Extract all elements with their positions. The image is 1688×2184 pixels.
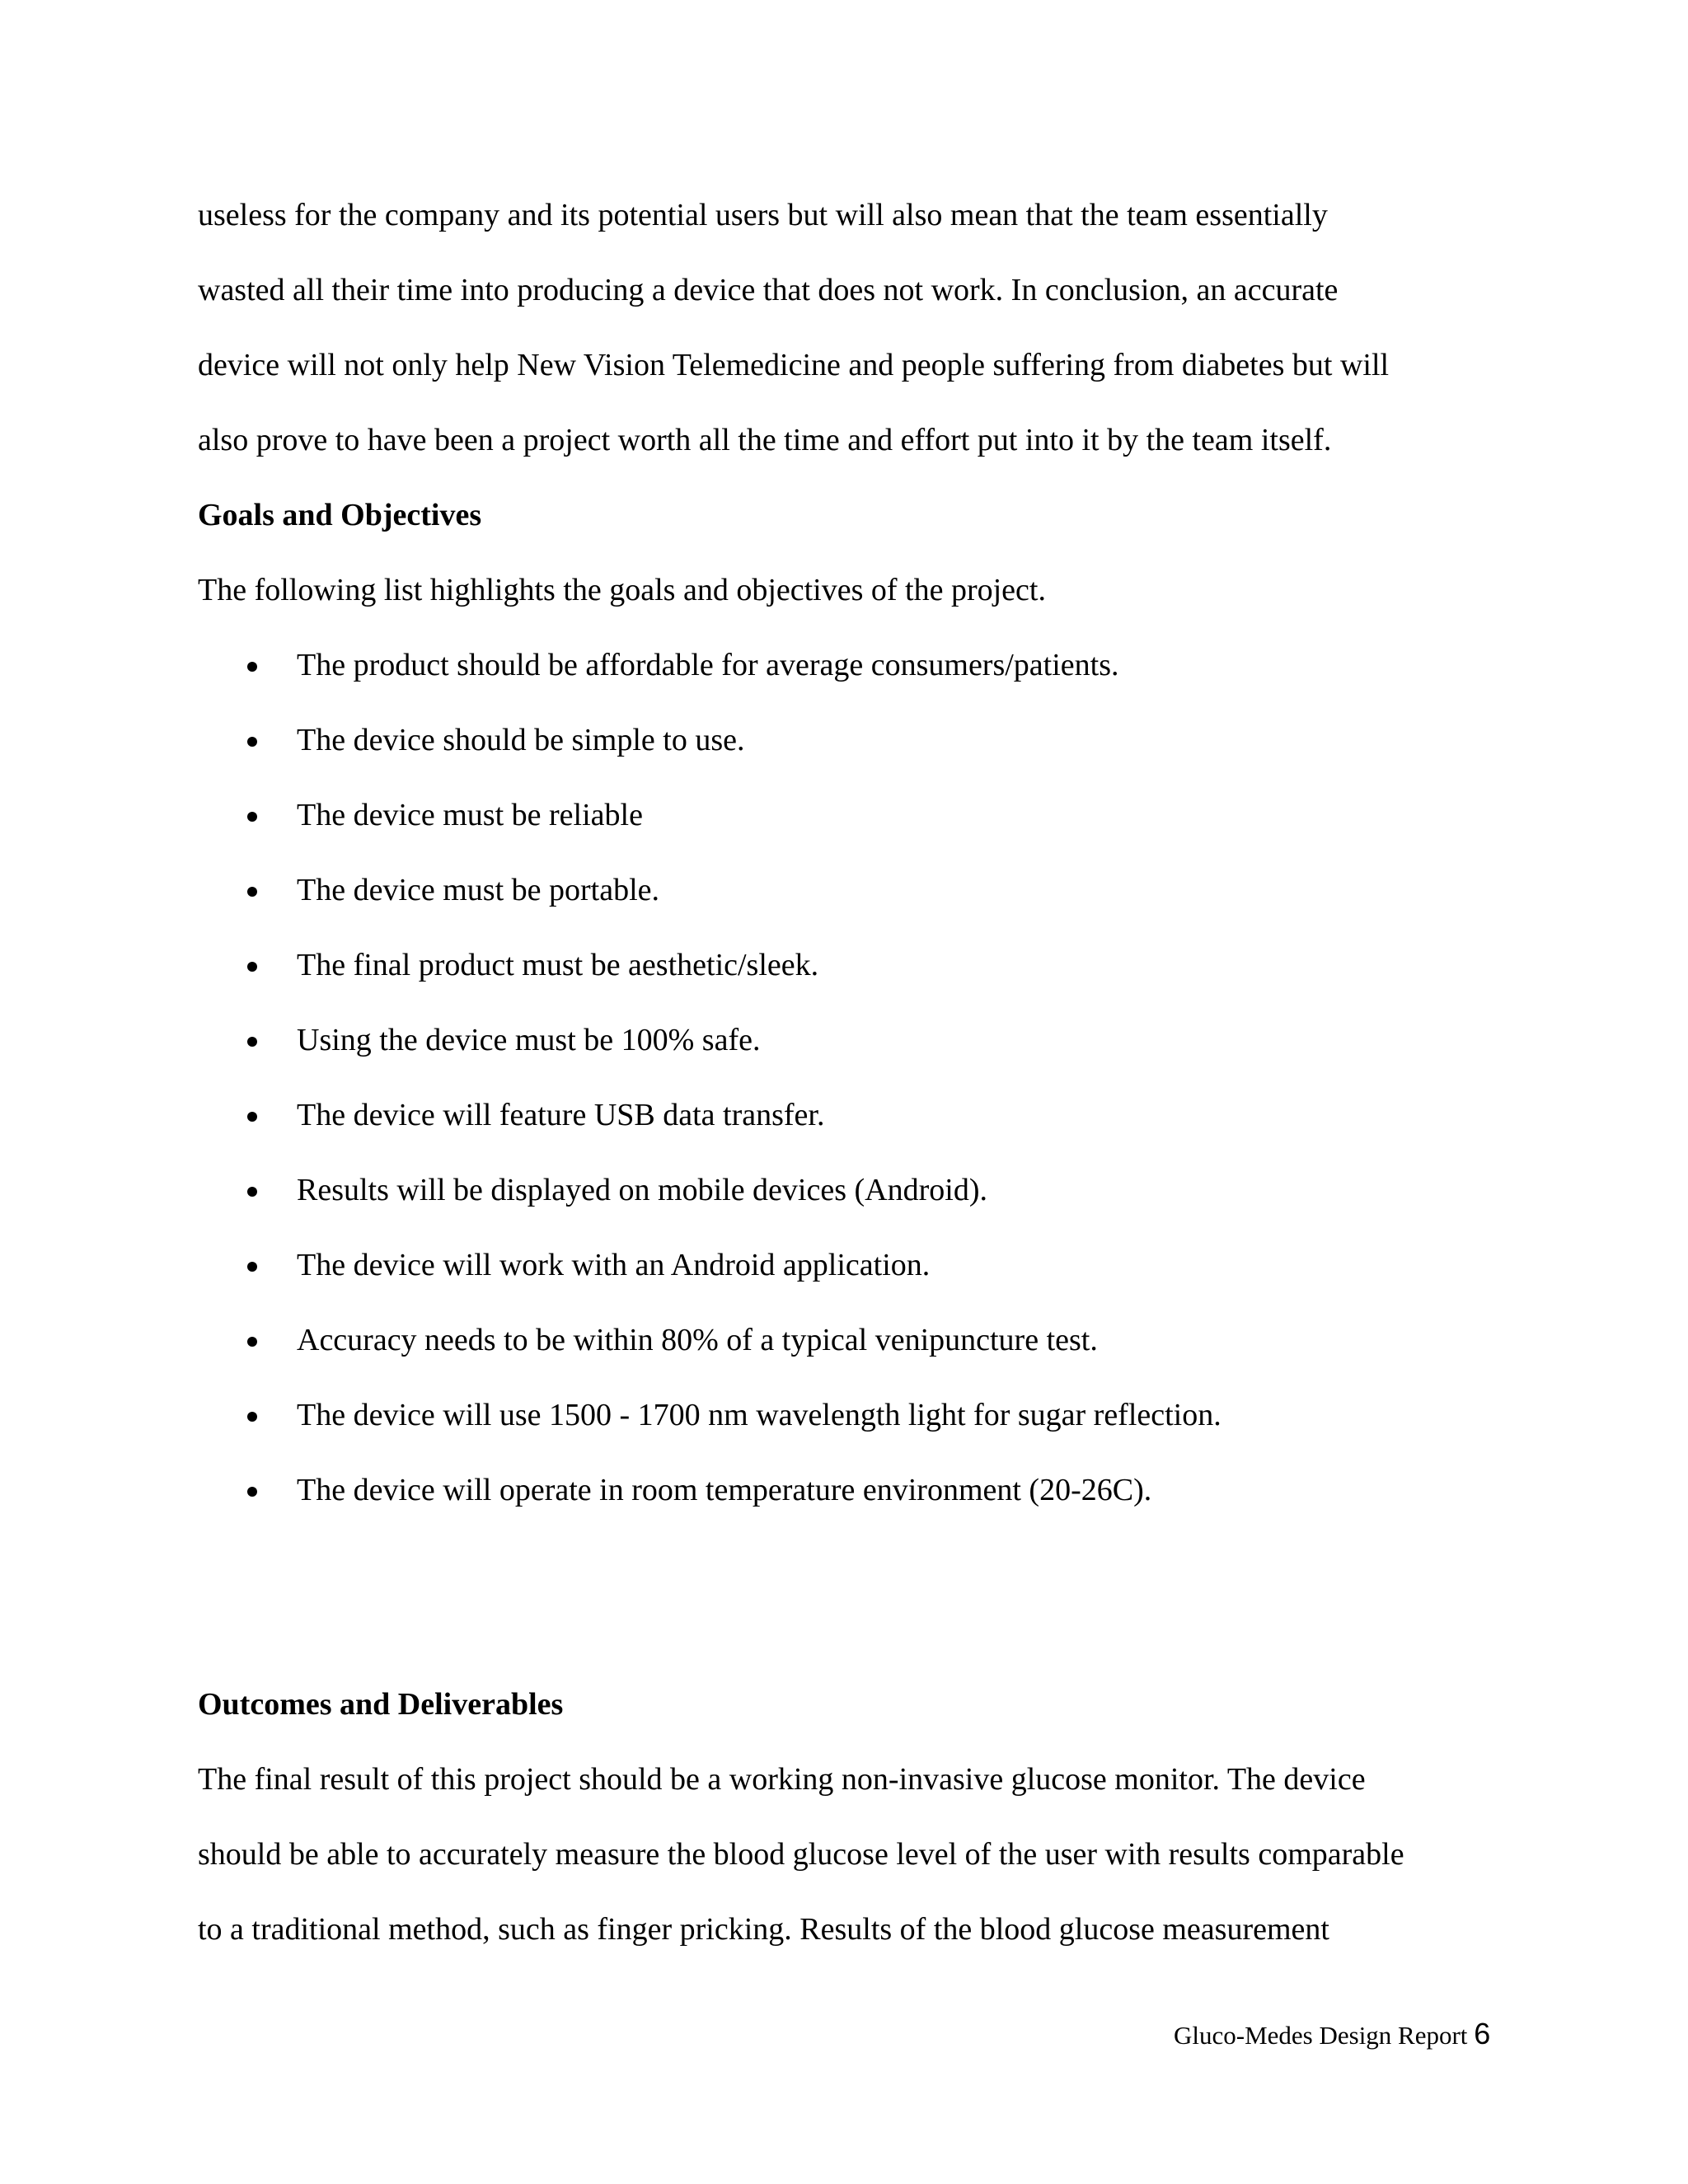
list-item-text: The device will operate in room temperature environment (20-26C).: [297, 1473, 1152, 1507]
list-item-text: The device will use 1500 - 1700 nm wavelength light for sugar reflection.: [297, 1398, 1221, 1432]
intro-line-4: also prove to have been a project worth all the time and effort put into it by the team itself.: [198, 423, 1332, 457]
bullet-icon: [247, 1337, 257, 1347]
intro-line-1: useless for the company and its potential users but will also mean that the team essentially: [198, 198, 1328, 232]
list-item-text: Accuracy needs to be within 80% of a typical venipuncture test.: [297, 1323, 1098, 1357]
list-item-text: Using the device must be 100% safe.: [297, 1023, 761, 1057]
list-item-text: The device should be simple to use.: [297, 723, 745, 757]
goals-lead: The following list highlights the goals and objectives of the project.: [198, 573, 1046, 607]
outcomes-line-2: should be able to accurately measure the blood glucose level of the user with results comparable: [198, 1837, 1404, 1872]
footer-label: Gluco-Medes Design Report: [1174, 2021, 1468, 2050]
bullet-icon: [247, 887, 257, 897]
intro-line-3: device will not only help New Vision Telemedicine and people suffering from diabetes but will: [198, 348, 1390, 382]
bullet-icon: [247, 1037, 257, 1047]
bullet-icon: [247, 1412, 257, 1422]
list-item-text: The product should be affordable for average consumers/patients.: [297, 648, 1119, 682]
bullet-icon: [247, 812, 257, 822]
list-item-text: Results will be displayed on mobile devices (Android).: [297, 1173, 987, 1207]
bullet-icon: [247, 1487, 257, 1497]
outcomes-line-3: to a traditional method, such as finger pricking. Results of the blood glucose measurement: [198, 1912, 1329, 1947]
list-item-text: The device will feature USB data transfer.: [297, 1098, 825, 1132]
bullet-icon: [247, 737, 257, 747]
intro-line-2: wasted all their time into producing a device that does not work. In conclusion, an accurate: [198, 273, 1339, 307]
list-item-text: The device must be reliable: [297, 798, 643, 832]
list-item-text: The final product must be aesthetic/sleek.: [297, 948, 819, 982]
bullet-icon: [247, 1112, 257, 1122]
list-item-text: The device will work with an Android application.: [297, 1248, 931, 1282]
goals-heading: Goals and Objectives: [198, 498, 482, 532]
outcomes-heading: Outcomes and Deliverables: [198, 1687, 564, 1722]
outcomes-line-1: The final result of this project should be a working non-invasive glucose monitor. The device: [198, 1762, 1366, 1797]
bullet-icon: [247, 662, 257, 672]
bullet-icon: [247, 1187, 257, 1197]
list-item-text: The device must be portable.: [297, 873, 660, 907]
page-number: 6: [1474, 2017, 1491, 2050]
bullet-icon: [247, 1262, 257, 1272]
page-footer: [1174, 2018, 1490, 2052]
bullet-icon: [247, 962, 257, 972]
